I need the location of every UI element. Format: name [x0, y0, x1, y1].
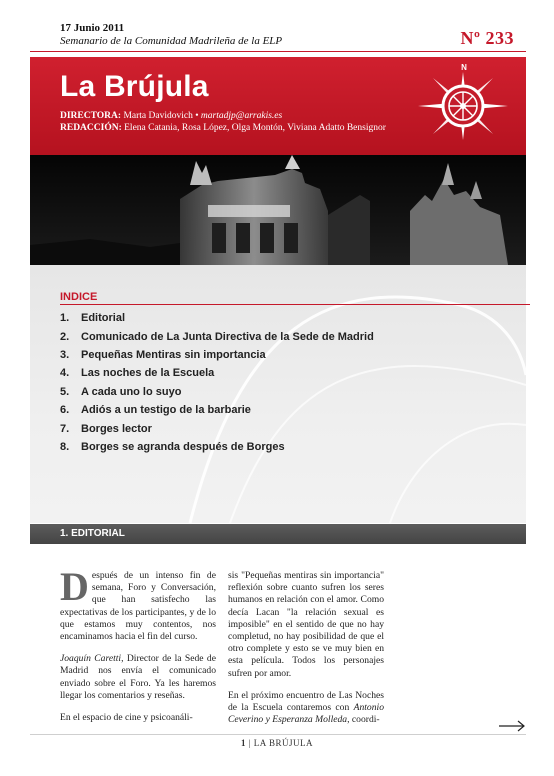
paragraph-text: , coordi-	[347, 714, 380, 726]
index-divider	[60, 304, 530, 305]
toc-item-number: 6.	[60, 404, 70, 417]
drop-cap: D	[60, 564, 89, 609]
director-label: DIRECTORA:	[60, 111, 122, 121]
toc-item-number: 1.	[60, 312, 70, 325]
article-column-2	[228, 570, 384, 736]
bullet-separator: •	[195, 111, 199, 121]
issue-date: 17 Junio 2011	[60, 22, 125, 34]
article-paragraph	[60, 564, 216, 643]
header-divider	[30, 51, 526, 52]
toc-item-label: Pequeñas Mentiras sin importancia	[81, 348, 266, 361]
person-names: Antonio Ceverino y Esperanza Molleda	[228, 702, 384, 726]
toc-item-label: Comunicado de La Junta Directiva de la Sede de Madrid	[81, 330, 374, 343]
toc-item-noches-escuela[interactable]	[60, 364, 520, 382]
toc-item-number: 2.	[60, 330, 70, 343]
toc-item-number: 5.	[60, 385, 70, 398]
toc-item-borges-lector[interactable]	[60, 419, 520, 437]
page-number: 1	[240, 738, 246, 748]
toc-item-label: Editorial	[81, 312, 126, 325]
redaccion-label: REDACCIÓN:	[60, 123, 122, 133]
madrid-night-photo	[30, 155, 526, 265]
toc-item-label: Las noches de la Escuela	[81, 367, 215, 380]
director-name: Marta Davidovich	[123, 111, 193, 121]
footer-divider	[30, 734, 526, 735]
article-paragraph	[228, 690, 384, 727]
compass-rose-icon	[408, 60, 518, 152]
toc-item-pequenas-mentiras[interactable]	[60, 346, 520, 364]
footer-publication: LA BRÚJULA	[253, 738, 314, 748]
person-name: Joaquín Caretti	[60, 653, 122, 665]
toc-item-number: 8.	[60, 440, 70, 453]
masthead-credits	[60, 110, 386, 134]
index-title: INDICE	[60, 291, 98, 303]
compass-north-letter: N	[461, 63, 467, 72]
article-paragraph: sis "Pequeñas mentiras sin importancia" reflexión sobre cuanto sufren los seres humanos en relación con el amor. Como decía Lacan "la relación sexual es imposible" en el sentido de que no hay completud, no hay posibilidad de que el otro complete y esto se ve muy bien en esta película. Todos los personajes sufren por amor.	[228, 570, 384, 679]
section-title: 1. EDITORIAL	[60, 528, 125, 539]
paragraph-text: , Director de la Sede de Madrid nos envía el comunicado enviado sobre el Foro. Ya les haremos llegar los comentarios y reseñas.	[60, 653, 216, 701]
article-paragraph	[60, 653, 216, 702]
toc-item-number: 4.	[60, 367, 70, 380]
redaccion-names: Elena Catania, Rosa López, Olga Montón, Viviana Adatto Bensignor	[124, 123, 386, 133]
toc-item-comunicado[interactable]	[60, 327, 520, 345]
toc-item-number: 3.	[60, 348, 70, 361]
toc-item-editorial[interactable]	[60, 309, 520, 327]
redaccion-line	[60, 122, 386, 134]
toc-item-label: Adiós a un testigo de la barbarie	[81, 404, 251, 417]
table-of-contents	[60, 309, 520, 456]
issue-number: Nº 233	[460, 28, 514, 48]
section-header-bar	[30, 524, 526, 544]
footer-separator: |	[248, 738, 252, 748]
arrow-right-icon[interactable]	[498, 719, 526, 733]
toc-item-number: 7.	[60, 422, 70, 435]
toc-item-cada-uno[interactable]	[60, 383, 520, 401]
director-email[interactable]: martadjp@arrakis.es	[200, 111, 283, 121]
toc-item-label: Borges se agranda después de Borges	[81, 440, 285, 453]
toc-item-borges-agranda[interactable]	[60, 438, 520, 456]
toc-item-label: Borges lector	[81, 422, 152, 435]
article-column-1	[60, 564, 216, 734]
publication-subtitle: Semanario de la Comunidad Madrileña de la ELP	[60, 35, 283, 47]
article-paragraph: En el espacio de cine y psicoanáli-	[60, 712, 193, 724]
page-footer	[0, 738, 554, 748]
paragraph-text: espués de un intenso fin de semana, Foro y Conversación, que han satisfecho las expectativas de los participantes, y de lo que estamos muy contentos, nos encaminamos hacia el fin del curso.	[60, 570, 216, 643]
masthead-title: La Brújula	[60, 70, 209, 103]
toc-item-label: A cada uno lo suyo	[81, 385, 182, 398]
paragraph-text: En el próximo encuentro de Las Noches de la Escuela contaremos con	[228, 689, 384, 714]
director-line	[60, 110, 386, 122]
toc-item-adios-testigo[interactable]	[60, 401, 520, 419]
